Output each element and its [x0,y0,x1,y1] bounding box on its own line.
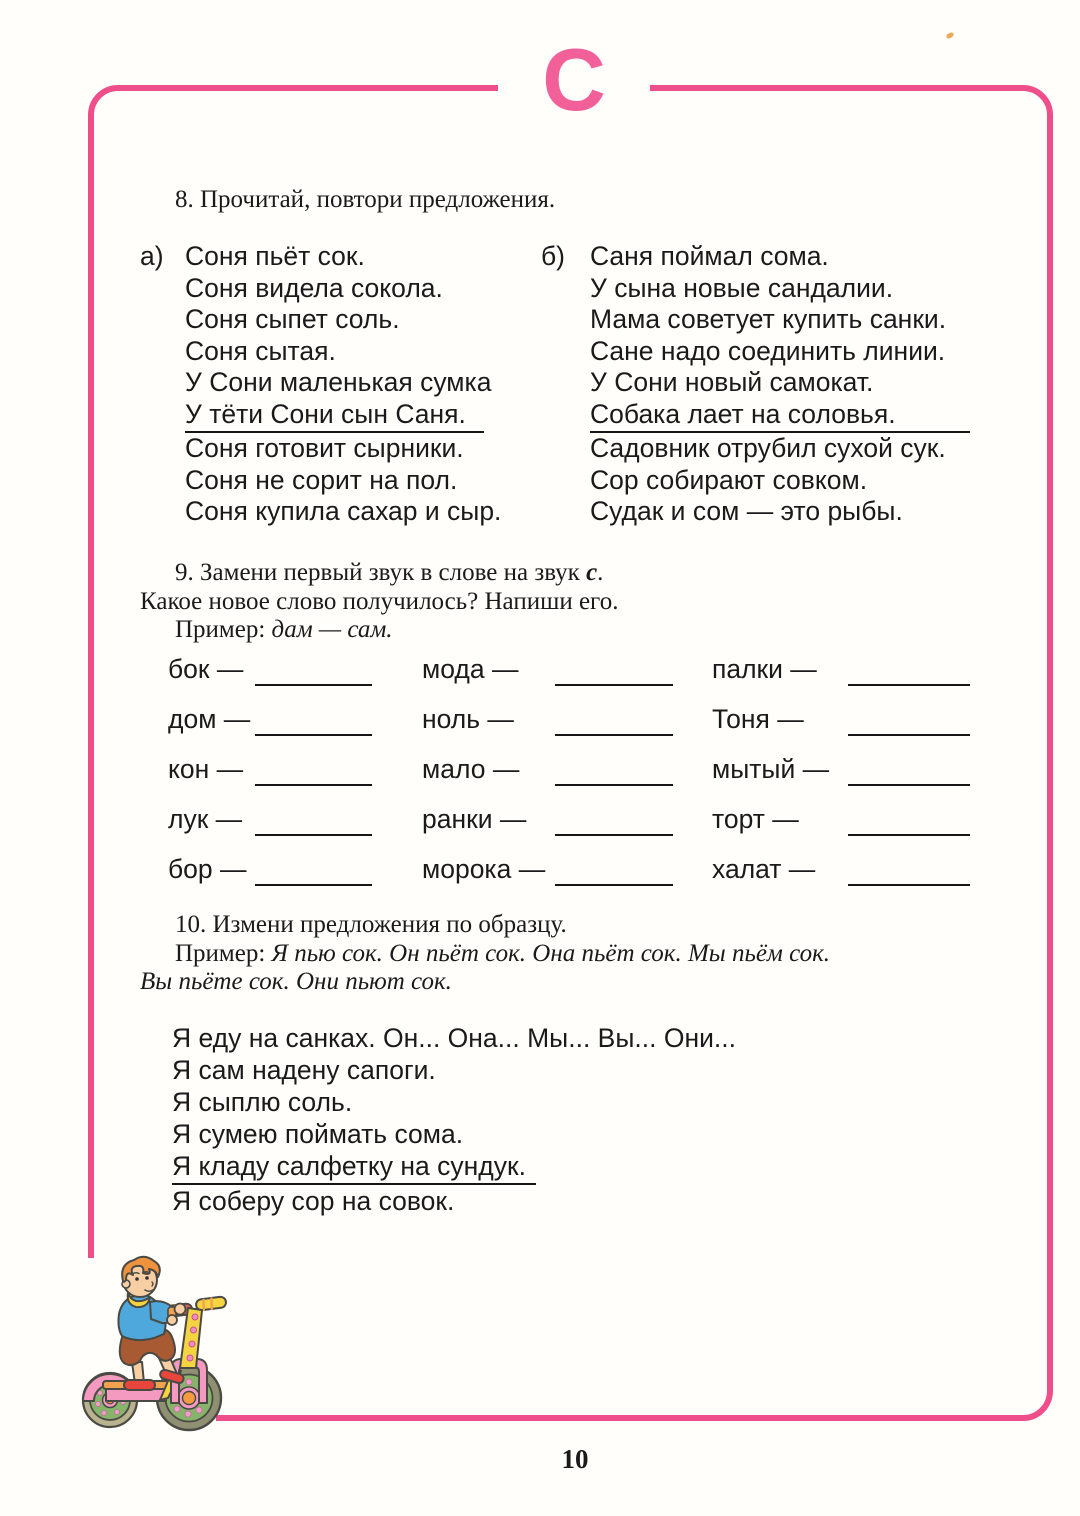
word-item: палки — [712,652,829,702]
sentence: Я сыплю соль. [172,1087,353,1117]
exercise9-example: Пример: дам — сам. [175,616,393,643]
exercise9-instruction-line2: Какое новое слово получилось? Напиши его. [140,588,619,615]
exercise8-column-a [140,241,501,528]
page-number: 10 [561,1444,589,1474]
answer-blank [255,734,372,736]
sentence: Соня готовит сырники. [185,433,464,463]
answer-blank [255,884,372,886]
section-letter-box [498,30,650,129]
answer-blank [555,684,673,686]
word-item: мытый — [712,752,829,802]
sentence-underlined: Собака лает на соловья. [590,399,970,434]
word-item: мода — [422,652,545,702]
sentence: Садовник отрубил сухой сук. [590,433,946,463]
sentence: Я еду на санках. Он... Она... Мы... Вы... Они... [172,1023,736,1053]
exercise10-title: 10. Измени предложения по образцу. [175,911,567,938]
sentence: Соня видела сокола. [185,272,443,303]
example-text: Вы пьёте сок. Они пьют сок. [140,968,452,995]
word-item: морока — [422,852,545,902]
section-letter: С [542,30,606,129]
word-item: лук — [168,802,250,852]
word-item: мало — [422,752,545,802]
sentence: Сор собирают совком. [590,464,868,495]
word-item: кон — [168,752,250,802]
column-b-label: б) [541,241,566,271]
answer-blank [555,834,673,836]
sentence: Соня пьёт сок. [185,241,365,271]
answer-blank [848,684,970,686]
sentence: У сына новые сандалии. [590,272,894,303]
target-sound: с [586,559,598,586]
exercise10-sentences [172,1022,736,1217]
column-a-label: а) [140,241,164,271]
sentence: Соня сыпет соль. [185,304,400,334]
exercise10-example-line2 [140,968,452,997]
sentence: Саня поймал сома. [590,241,829,271]
boy [118,1257,185,1390]
answer-blank [848,784,970,786]
sentence: Судак и сом — это рыбы. [590,496,903,526]
sentence: Я соберу сор на совок. [172,1186,455,1216]
answer-blank [848,834,970,836]
word-item: ранки — [422,802,545,852]
answer-blank [555,734,673,736]
sentence: Я сумею поймать сома. [172,1119,464,1149]
example-text: Я пью сок. Он пьёт сок. Она пьёт сок. Мы пьём сок. [271,940,831,967]
exercise8-title: 8. Прочитай, повтори предложения. [175,186,556,213]
word-column-3 [712,652,829,902]
example-text: дам — сам. [271,616,393,643]
answer-blank [848,884,970,886]
sentence: Соня купила сахар и сыр. [185,496,502,526]
sentence: У Сони новый самокат. [590,367,874,397]
exercise8-column-b [541,241,970,528]
sentence: У Сони маленькая сумка [185,367,492,397]
word-item: халат — [712,852,829,902]
word-column-2 [422,652,545,902]
word-item: бок — [168,652,250,702]
word-item: ноль — [422,702,545,752]
answer-blank [555,784,673,786]
word-item: Тоня — [712,702,829,752]
answer-blank [848,734,970,736]
sentence: Сане надо соединить линии. [590,335,946,366]
word-item: торт — [712,802,829,852]
answer-blank [255,834,372,836]
sentence: Я сам надену сапоги. [172,1055,436,1085]
scan-speck [945,31,954,39]
answer-blank [255,684,372,686]
word-item: бор — [168,852,250,902]
answer-blank [555,884,673,886]
word-item: дом — [168,702,250,752]
sentence-underlined: Я кладу салфетку на сундук. [172,1150,736,1185]
sentence-underlined: У тёти Сони сын Саня. [185,399,501,434]
boy-on-scooter-illustration [76,1250,228,1434]
exercise9-instruction-line1: 9. Замени первый звук в слове на звук с. [175,559,604,586]
word-column-1 [168,652,250,902]
sentence: Соня сытая. [185,335,336,366]
sentence: Соня не сорит на пол. [185,464,458,495]
answer-blank [255,784,372,786]
sentence: Мама советует купить санки. [590,304,947,334]
exercise10-example-line1: Пример: Я пью сок. Он пьёт сок. Она пьёт сок. Мы пьём сок. [175,940,831,967]
